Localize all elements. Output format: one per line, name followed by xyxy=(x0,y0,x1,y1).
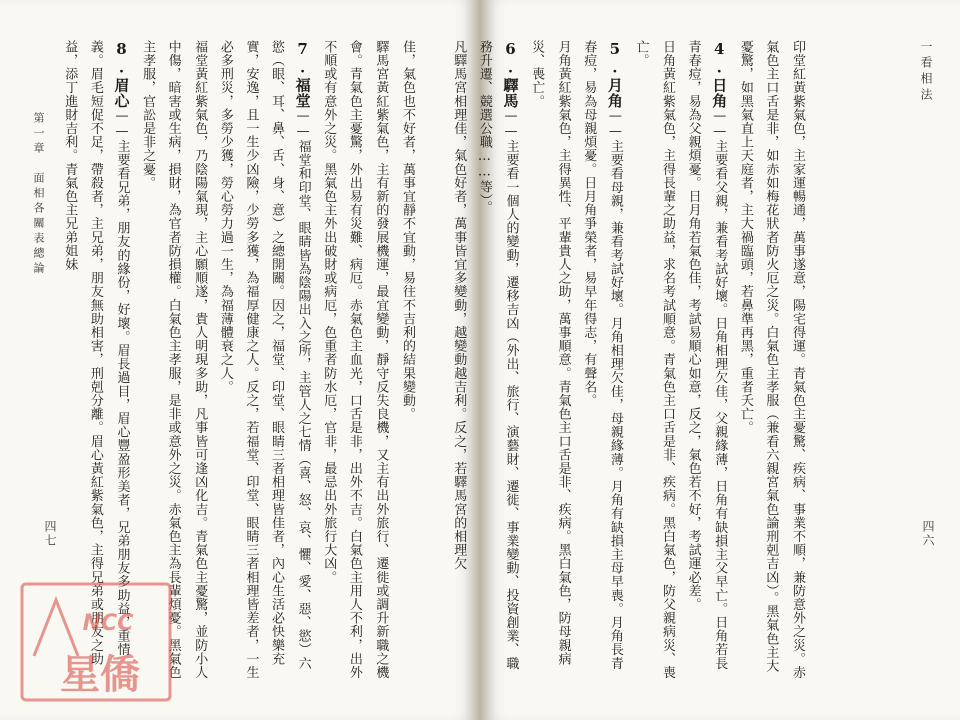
paragraph-text: 凡驛馬宮相理佳，氣色好者，萬事皆宜多變動，越變動越吉利。反之，若驛馬宮的相理欠 xyxy=(451,40,467,571)
paragraph-text: ——主要看一個人的變動，遷移吉凶（外出、旅行、演藝財、遷徙、事業變動、投資創業、職務升遷、競選公職……等）。 xyxy=(476,40,519,671)
paragraph-text: ——福堂和印堂、眼睛皆為陰陽出入之所，主管人之七情（喜、怒、哀、懼、愛、惡、慾）六慾（眼、耳、鼻、舌、身、意）之總開關。因之，福堂、印堂、眼睛三者相理皆佳者，內心生活必快樂充實，安逸，且一生少凶險，少勞多獲，為福厚健康之人。反之，若福堂、印堂、眼睛三者相理皆差者，一生必多刑災，多勞少獲，勞心勞力過一生，為福薄體衰之人。 xyxy=(217,40,311,680)
right-running-header: 一看相法 xyxy=(919,40,933,104)
watermark-ncc-text: NCC xyxy=(82,611,134,636)
left-running-header: 第一章 面相各關表總論 xyxy=(32,112,45,277)
paragraph-heading: 7.福堂 xyxy=(293,40,312,109)
paragraph-heading: 6.驛馬 xyxy=(501,40,520,109)
paragraph-text: 佳，氣色也不好者，萬事宜靜不宜動，易往不吉利的結果變動。 xyxy=(400,40,415,421)
left-paragraph-0 xyxy=(393,40,420,680)
watermark-brand-text: 星僑 xyxy=(60,651,140,698)
left-paragraph-1 xyxy=(316,40,394,680)
watermark-roof-icon xyxy=(34,600,78,656)
paragraph-text: 福堂黃紅紫氣色，乃陰陽氣現，主心願順遂，貴人明現多助，凡事皆可逢凶化吉。青氣色主憂驚，並防小人中傷，暗害或生病，損財，為官者防損權。白氣色主孝服，是非或意外之災。赤氣色主為長輩煩憂。黑氣色主孝服，官訟是非之憂。 xyxy=(140,40,208,680)
paragraph-text: 月角黃紅紫氣色，主得異性、平輩貴人之助，萬事順意。青氣色主口舌是非、疾病。黑白氣色，防母親病災、喪亡。 xyxy=(529,40,571,666)
left-paragraph-2 xyxy=(212,40,315,680)
paragraph-text: 印堂紅黃紫氣色，主家運暢通，萬事遂意，陽宅得運。青氣色主憂驚、疾病、事業不順，兼防意外之災。赤氣色主口舌是非，如赤如梅花狀者防火厄之災。白氣色主孝服（兼看六親宮氣色論刑剋吉凶）。黑氣色主大憂驚，如黑氣直上天庭者，主大禍臨頭，若鼻準再黑，重者夭亡。 xyxy=(737,40,805,680)
right-paragraph-2 xyxy=(628,40,680,680)
right-paragraph-1 xyxy=(680,40,732,680)
paragraph-heading: 8.眉心 xyxy=(112,40,131,109)
right-paragraph-6 xyxy=(445,40,472,680)
paragraph-text: 驛馬宮黃紅紫氣色，主有新的發展機運，最宜變動，靜守反失良機，又主有出外旅行、遷徙或調升新職之機會。青氣色主憂驚，外出易有災難、病厄。赤氣色主血光，口舌是非，出外不吉。白氣色主用人不利，出外不順或有意外之災。黑氣色主外出破財或病厄，色重者防水厄，官非，最忌出外旅行大凶。 xyxy=(321,40,389,680)
paragraph-text: ——主要看母親，兼看考試好壞。月角相理欠佳，母親緣薄。月角有缺損主母早喪。月角長青春痘，易為母親煩憂。日月角爭榮者，易早年得志，有聲名。 xyxy=(581,40,623,671)
paragraph-text: ——主要看兄弟，朋友的緣份，好壞。眉長過目，眉心豐盈形美者，兄弟朋友多助益，重情義。眉毛短促不足，帶殺者，主兄弟，朋友無助相害，刑剋分離。眉心黃紅紫氣色，主得兄弟或朋友之助益，添丁進財吉利。青氣色主兄弟姐妹 xyxy=(62,40,130,666)
right-paragraph-3 xyxy=(576,40,628,680)
paragraph-text: 日角黃紅紫氣色，主得長輩之助益，求名考試順意。青氣色主口舌是非、疾病。黑白氣色，防父親病災、喪亡。 xyxy=(633,40,676,680)
right-page-body xyxy=(451,40,810,680)
paragraph-text: ——主要看父親，兼看考試好壞。日角相理欠佳，父親緣薄，日角有缺損主父早亡。日角若長青春痘，易為父親煩憂。日月角若氣色佳，考試易順心如意，反之，氣色若不好，考試運必差。 xyxy=(685,40,728,671)
left-page-number: 四七 xyxy=(43,520,57,548)
right-paragraph-5 xyxy=(471,40,523,680)
right-page-number: 四六 xyxy=(921,520,935,548)
ncc-watermark-logo xyxy=(16,578,176,706)
paragraph-heading: 5.月角 xyxy=(605,40,624,109)
right-paragraph-0 xyxy=(732,40,810,680)
right-paragraph-4 xyxy=(523,40,575,680)
paragraph-heading: 4.日角 xyxy=(710,40,729,109)
